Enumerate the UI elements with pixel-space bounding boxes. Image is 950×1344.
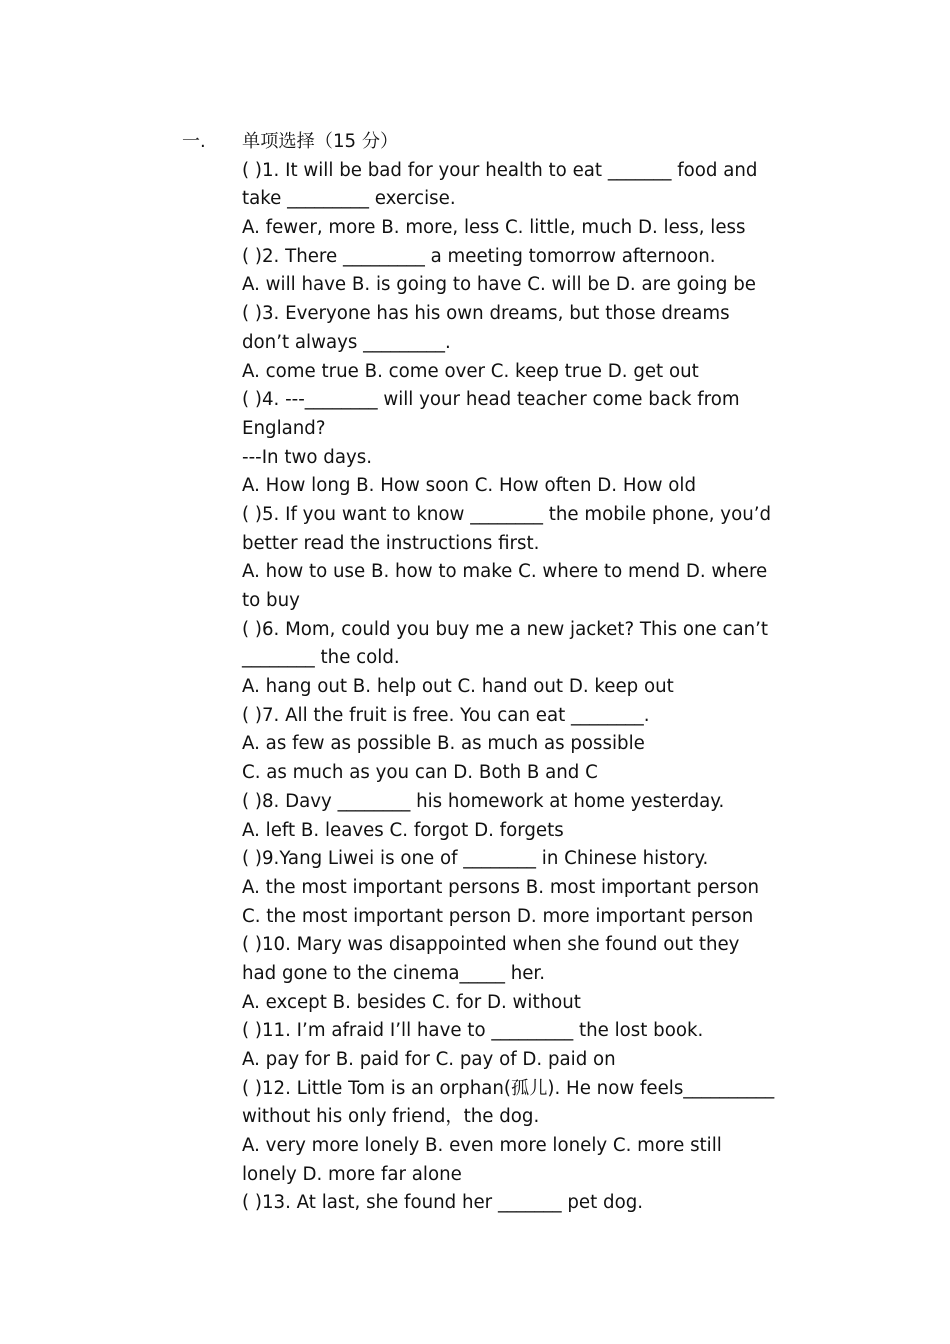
question-1-line-1: ( )1. It will be bad for your health to eat _______ food and xyxy=(242,159,758,181)
question-4-line-3: ---In two days. xyxy=(242,446,372,468)
question-8-options: A. left B. leaves C. forgot D. forgets xyxy=(242,819,564,841)
question-3-line-2: don’t always _________. xyxy=(242,331,451,353)
question-9-options-1: A. the most important persons B. most important person xyxy=(242,876,760,898)
question-3-options: A. come true B. come over C. keep true D. get out xyxy=(242,360,699,382)
question-12-line-1: ( )12. Little Tom is an orphan(孤儿). He now feels__________ xyxy=(242,1077,775,1099)
question-7-options-1: A. as few as possible B. as much as possible xyxy=(242,733,645,755)
question-11-line-1: ( )11. I’m afraid I’ll have to _________ the lost book. xyxy=(242,1020,704,1042)
question-3-line-1: ( )3. Everyone has his own dreams, but those dreams xyxy=(242,303,730,325)
question-7-options-2: C. as much as you can D. Both B and C xyxy=(242,762,598,784)
question-5-line-2: better read the instructions first. xyxy=(242,532,540,554)
question-12-options-1: A. very more lonely B. even more lonely C. more still xyxy=(242,1135,722,1157)
question-9-options-2: C. the most important person D. more important person xyxy=(242,905,754,927)
question-5-options-1: A. how to use B. how to make C. where to mend D. where xyxy=(242,561,768,583)
question-1-line-2: take _________ exercise. xyxy=(242,188,456,210)
question-1-options: A. fewer, more B. more, less C. little, much D. less, less xyxy=(242,217,746,239)
question-5-line-1: ( )5. If you want to know ________ the mobile phone, you’d xyxy=(242,503,772,525)
question-4-line-1: ( )4. ---________ will your head teacher come back from xyxy=(242,389,740,411)
question-2-line-1: ( )2. There _________ a meeting tomorrow afternoon. xyxy=(242,245,716,267)
question-6-options: A. hang out B. help out C. hand out D. keep out xyxy=(242,676,674,698)
question-6-line-1: ( )6. Mom, could you buy me a new jacket? This one can’t xyxy=(242,618,769,640)
section-title: 单项选择（15 分） xyxy=(242,131,399,152)
question-12-line-2: without his only friend，the dog. xyxy=(242,1106,540,1128)
question-10-line-2: had gone to the cinema_____ her. xyxy=(242,962,546,984)
question-4-options: A. How long B. How soon C. How often D. How old xyxy=(242,475,697,497)
question-13-line-1: ( )13. At last, she found her _______ pet dog. xyxy=(242,1192,644,1214)
question-4-line-2: England? xyxy=(242,417,326,439)
question-2-options: A. will have B. is going to have C. will be D. are going be xyxy=(242,274,756,296)
question-9-line-1: ( )9.Yang Liwei is one of ________ in Chinese history. xyxy=(242,848,709,870)
question-list xyxy=(242,128,817,1218)
question-6-line-2: ________ the cold. xyxy=(242,647,400,669)
question-8-line-1: ( )8. Davy ________ his homework at home yesterday. xyxy=(242,790,725,812)
question-5-options-2: to buy xyxy=(242,590,300,611)
question-10-options: A. except B. besides C. for D. without xyxy=(242,991,581,1013)
question-7-line-1: ( )7. All the fruit is free. You can eat ________. xyxy=(242,704,650,726)
question-10-line-1: ( )10. Mary was disappointed when she found out they xyxy=(242,934,740,956)
question-11-options: A. pay for B. paid for C. pay of D. paid on xyxy=(242,1049,616,1070)
section-number: 一. xyxy=(182,131,206,152)
question-12-options-2: lonely D. more far alone xyxy=(242,1163,462,1185)
